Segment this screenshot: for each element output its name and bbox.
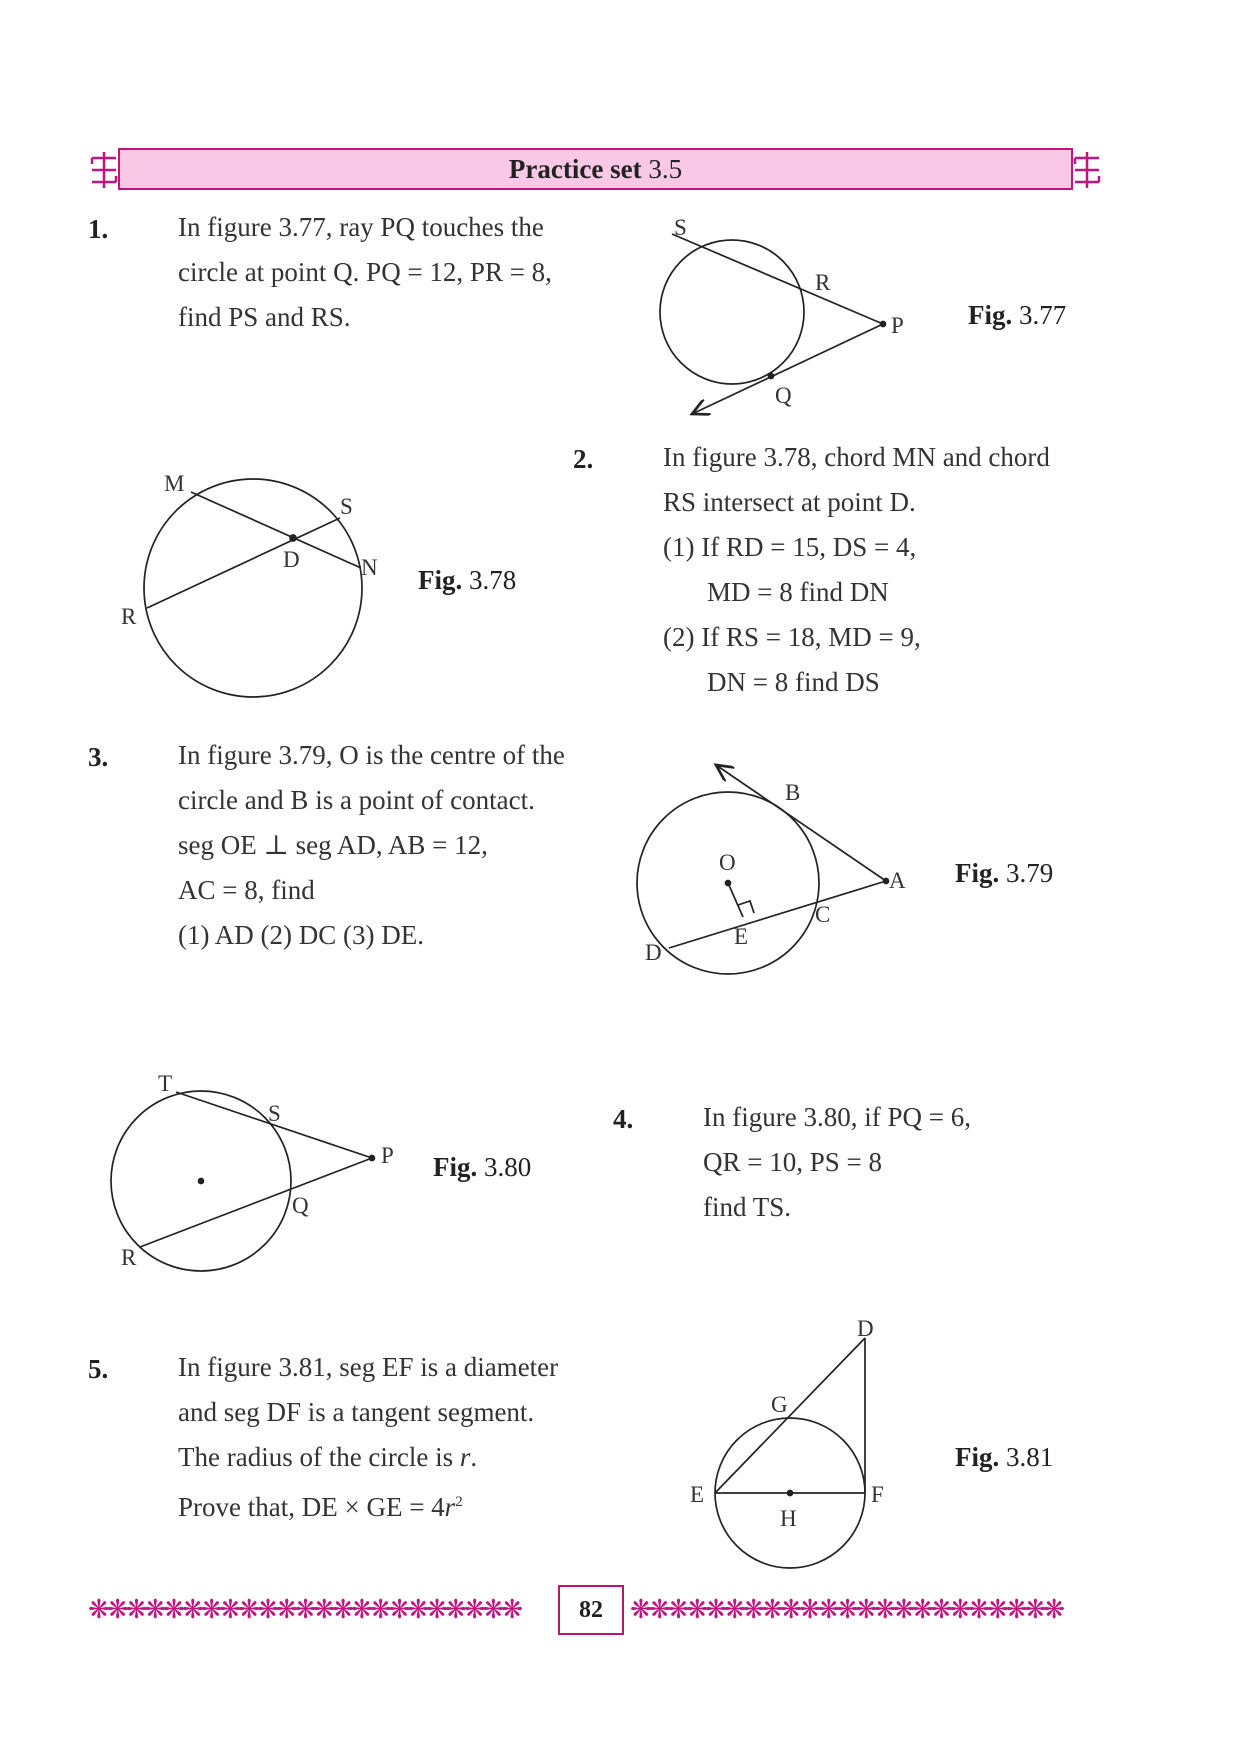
point-label: F	[871, 1482, 884, 1507]
question-line: circle and B is a point of contact.	[178, 785, 535, 815]
question-line-text: The radius of the circle is	[178, 1442, 460, 1472]
radius-symbol: r	[459, 1442, 471, 1472]
point-label: R	[815, 270, 831, 295]
figure-3-78	[144, 479, 362, 697]
radius-symbol: r	[444, 1492, 456, 1522]
point-label: N	[361, 555, 378, 580]
question-line: seg OE ⊥ seg AD, AB = 12,	[178, 830, 488, 860]
question-line: AC = 8, find	[178, 875, 315, 905]
period: .	[470, 1442, 478, 1472]
point-label: Q	[775, 383, 792, 408]
figure-3-79	[637, 765, 889, 974]
point-label: H	[780, 1506, 797, 1531]
question-number: 2.	[573, 444, 594, 474]
point-label: P	[381, 1143, 394, 1168]
figure-caption: Fig. 3.79	[955, 858, 1054, 888]
question-number: 5.	[88, 1354, 109, 1384]
question-line: (2) If RS = 18, MD = 9,	[663, 622, 921, 652]
question-line: RS intersect at point D.	[663, 487, 916, 517]
footer-ornament-right: ❋❋❋❋❋❋❋❋❋❋❋❋❋❋❋❋❋❋❋❋❋❋❋	[630, 1595, 1063, 1624]
question-line: circle at point Q. PQ = 12, PR = 8,	[178, 257, 552, 287]
figure-caption: Fig. 3.77	[968, 300, 1067, 330]
footer-ornament-left: ❋❋❋❋❋❋❋❋❋❋❋❋❋❋❋❋❋❋❋❋❋❋❋	[88, 1595, 521, 1624]
question-line: MD = 8 find DN	[707, 577, 889, 607]
figure-caption: Fig. 3.81	[955, 1442, 1054, 1472]
point-label: P	[891, 313, 904, 338]
point-label: M	[164, 471, 185, 496]
point-label: G	[771, 1392, 788, 1417]
point-label: A	[889, 868, 906, 893]
question-line: In figure 3.80, if PQ = 6,	[703, 1102, 971, 1132]
question-line: and seg DF is a tangent segment.	[178, 1397, 535, 1427]
point-label: E	[690, 1482, 705, 1507]
point-label: O	[719, 850, 736, 875]
point-label: B	[785, 780, 801, 805]
point-label: S	[340, 494, 353, 519]
point-label: D	[645, 940, 662, 965]
point-label: D	[857, 1316, 874, 1341]
question-line: In figure 3.81, seg EF is a diameter	[178, 1352, 559, 1382]
question-line: DN = 8 find DS	[707, 667, 880, 697]
question-number: 3.	[88, 742, 109, 772]
question-line: find TS.	[703, 1192, 792, 1222]
question-number: 4.	[613, 1104, 634, 1134]
point-label: D	[283, 547, 300, 572]
point-label: R	[121, 604, 137, 629]
question-line: find PS and RS.	[178, 302, 351, 332]
exponent: 2	[455, 1494, 463, 1510]
point-label: R	[121, 1245, 137, 1270]
figure-caption: Fig. 3.80	[433, 1152, 532, 1182]
page-title: Practice set	[508, 154, 642, 184]
question-line: (1) AD (2) DC (3) DE.	[178, 920, 424, 950]
page-title-number: 3.5	[648, 154, 683, 184]
question-line: QR = 10, PS = 8	[703, 1147, 882, 1177]
point-label: Q	[292, 1193, 309, 1218]
point-label: S	[674, 215, 687, 240]
question-number: 1.	[88, 214, 109, 244]
figure-3-77	[660, 234, 886, 414]
figure-caption: Fig. 3.78	[418, 565, 517, 595]
figure-3-81	[715, 1338, 865, 1568]
figure-3-80	[111, 1091, 375, 1271]
question-line: In figure 3.78, chord MN and chord	[663, 442, 1050, 472]
question-line: In figure 3.77, ray PQ touches the	[178, 212, 544, 242]
question-line: (1) If RD = 15, DS = 4,	[663, 532, 917, 562]
question-line: In figure 3.79, O is the centre of the	[178, 740, 565, 770]
point-label: T	[158, 1071, 173, 1096]
page-number: 82	[558, 1585, 624, 1635]
point-label: S	[268, 1101, 281, 1126]
point-label: C	[815, 902, 831, 927]
question-line-text: Prove that, DE × GE = 4	[178, 1492, 445, 1522]
point-label: E	[734, 924, 749, 949]
